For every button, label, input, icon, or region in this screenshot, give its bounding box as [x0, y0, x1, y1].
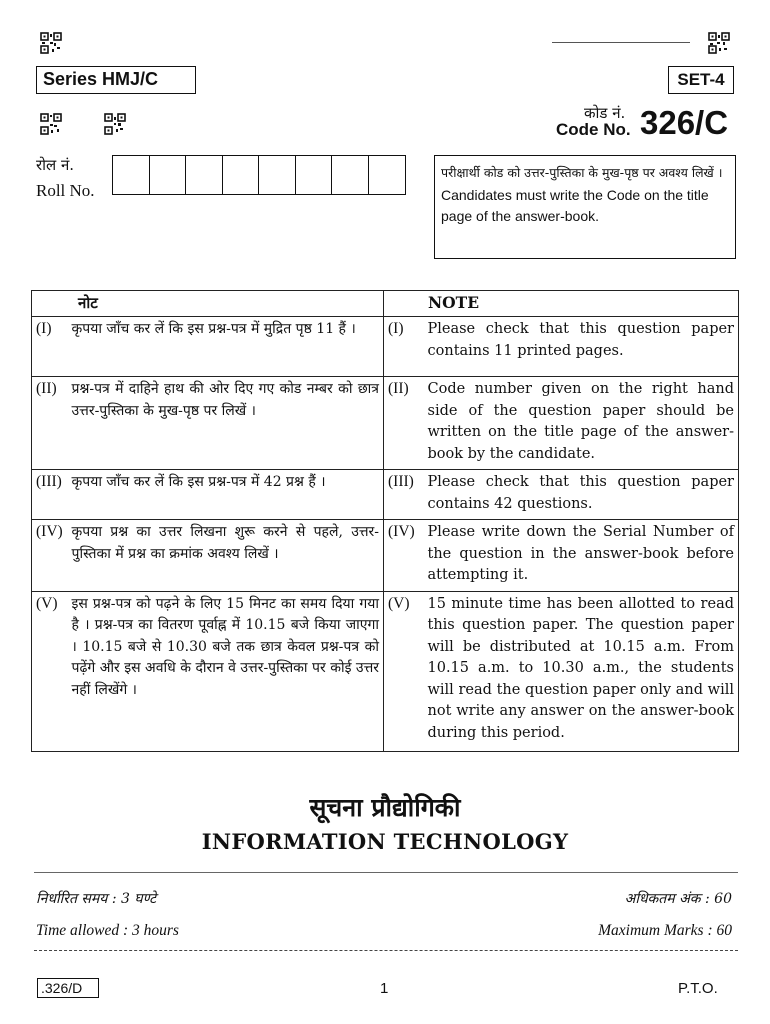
instruction-hindi: परीक्षार्थी कोड को उत्तर-पुस्तिका के मुख-पृष्ठ पर अवश्य लिखें ।	[441, 165, 723, 180]
note-number: (III)	[32, 470, 72, 520]
note-text: Please check that this question paper contains 42 questions.	[428, 470, 739, 520]
note-text-hindi: कृपया प्रश्न का उत्तर लिखना शुरू करने से पहले, उत्तर-पुस्तिका में प्रश्न का क्रमांक अवश्य लिखें ।	[72, 520, 384, 592]
note-text: 15 minute time has been allotted to read this question paper. The question paper will be distributed at 10.15 a.m. From 10.15 a.m. to 10.30 a.m., the students will read the question paper only and will not write any answer on the answer-book during this period.	[428, 591, 739, 751]
set-label: SET-4	[668, 66, 734, 94]
note-text: Please write down the Serial Number of the question in the answer-book before attempting it.	[428, 520, 739, 592]
note-row	[32, 520, 739, 592]
note-number: (III)	[384, 470, 428, 520]
note-row	[32, 377, 739, 470]
divider	[34, 950, 738, 951]
pto-label: P.T.O.	[678, 980, 718, 997]
time-allowed-hindi: निर्धारित समय : 3 घण्टे	[36, 891, 157, 907]
note-number: (V)	[384, 591, 428, 751]
note-text-hindi: इस प्रश्न-पत्र को पढ़ने के लिए 15 मिनट का समय दिया गया है । प्रश्न-पत्र का वितरण पूर्वाह्न में 10.15 बजे किया जाएगा । 10.15 बजे से 10.30 बजे तक छात्र केवल प्रश्न-पत्र को पढ़ेंगे और इस अवधि के दौरान वे उत्तर-पुस्तिका पर कोई उत्तर नहीं लिखेंगे ।	[72, 591, 384, 751]
qr-code-icon	[40, 32, 62, 54]
roll-digit-box[interactable]	[150, 156, 187, 194]
roll-digit-box[interactable]	[186, 156, 223, 194]
roll-digit-box[interactable]	[223, 156, 260, 194]
roll-label-hindi: रोल नं.	[36, 156, 75, 174]
footer-code: .326/D	[37, 978, 99, 998]
code-number: 326/C	[640, 104, 729, 141]
note-row	[32, 470, 739, 520]
time-allowed: Time allowed : 3 hours	[36, 922, 179, 939]
series-label: Series HMJ/C	[36, 66, 196, 94]
max-marks: Maximum Marks : 60	[598, 922, 732, 939]
note-text-hindi: कृपया जाँच कर लें कि इस प्रश्न-पत्र में 42 प्रश्न हैं ।	[72, 470, 384, 520]
note-number: (IV)	[32, 520, 72, 592]
top-rule	[552, 42, 690, 43]
roll-digit-box[interactable]	[113, 156, 150, 194]
note-table	[31, 290, 739, 752]
qr-code-icon	[104, 113, 126, 135]
max-marks-hindi: अधिकतम अंक : 60	[624, 891, 732, 907]
note-number: (I)	[32, 317, 72, 377]
roll-number-boxes[interactable]	[112, 155, 406, 195]
instruction-english: Candidates must write the Code on the title page of the answer-book.	[441, 187, 709, 224]
divider	[34, 872, 738, 873]
subject-title: INFORMATION TECHNOLOGY	[201, 829, 569, 854]
note-heading: NOTE	[384, 291, 739, 317]
note-number: (V)	[32, 591, 72, 751]
note-text-hindi: प्रश्न-पत्र में दाहिने हाथ की ओर दिए गए कोड नम्बर को छात्र उत्तर-पुस्तिका के मुख-पृष्ठ पर लिखें ।	[72, 377, 384, 470]
roll-digit-box[interactable]	[259, 156, 296, 194]
note-number: (IV)	[384, 520, 428, 592]
note-heading-hindi: नोट	[32, 291, 384, 317]
roll-label: Roll No.	[36, 181, 95, 200]
note-text: Please check that this question paper contains 11 printed pages.	[428, 317, 739, 377]
roll-digit-box[interactable]	[296, 156, 333, 194]
note-number: (II)	[32, 377, 72, 470]
code-label: Code No.	[556, 120, 631, 139]
instruction-box	[434, 155, 736, 259]
roll-digit-box[interactable]	[369, 156, 406, 194]
note-text: Code number given on the right hand side of the question paper should be written on the title page of the answer-book by the candidate.	[428, 377, 739, 470]
note-number: (I)	[384, 317, 428, 377]
page-number: 1	[380, 980, 389, 997]
qr-code-icon	[708, 32, 730, 54]
note-number: (II)	[384, 377, 428, 470]
note-row	[32, 591, 739, 751]
code-label-hindi: कोड नं.	[584, 104, 626, 122]
note-row	[32, 317, 739, 377]
note-text-hindi: कृपया जाँच कर लें कि इस प्रश्न-पत्र में मुद्रित पृष्ठ 11 हैं ।	[72, 317, 384, 377]
roll-digit-box[interactable]	[332, 156, 369, 194]
subject-title-hindi: सूचना प्रौद्योगिकी	[309, 793, 461, 822]
qr-code-icon	[40, 113, 62, 135]
